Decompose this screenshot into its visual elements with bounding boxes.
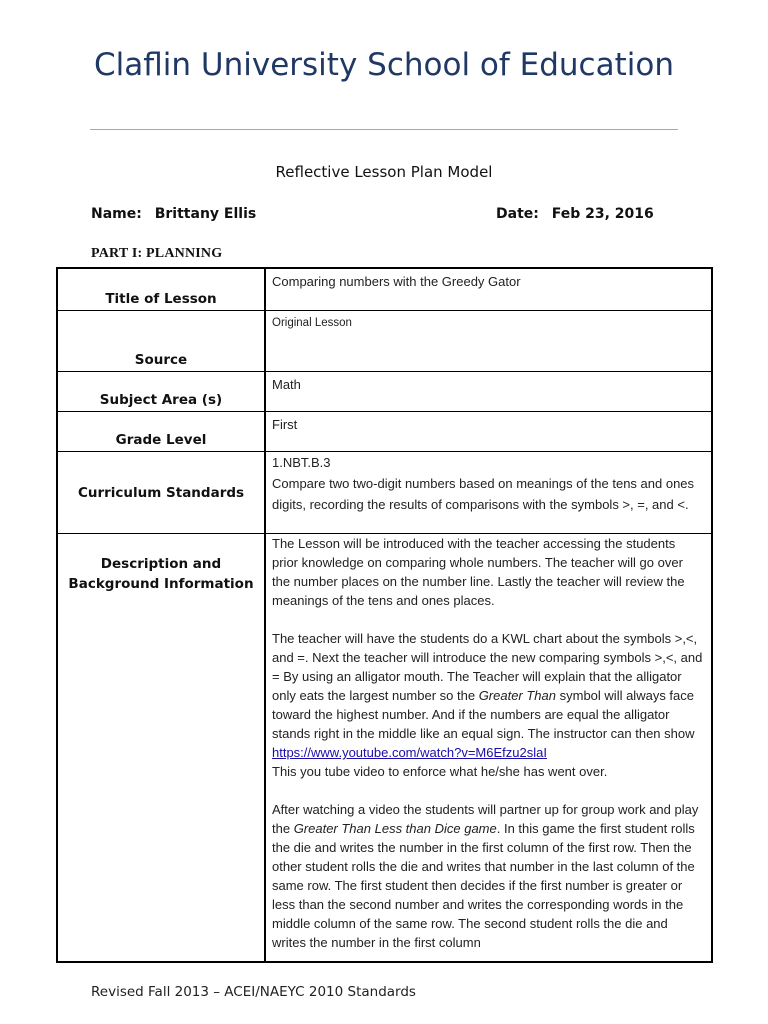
description-text: symbol will always face toward the highest number. And if the numbers are equal the alligator stands right in the middle like an equal sign. The instructor can then show [272, 688, 695, 741]
description-text: . In this game the first student rolls the die and writes the number in the first column of the first row. Then the other student rolls the die and writes that number in the last column of the same row. The first student then decides if the first number is greater or less than the second number and writes the corresponding words in the middle column of the same row. The second student rolls the die and writes the number in the first column [272, 821, 695, 950]
standards-value [266, 452, 711, 533]
description-label: Description and Background Information [58, 534, 266, 961]
description-emphasis: Greater Than Less than Dice game [293, 821, 497, 836]
subject-label: Subject Area (s) [58, 372, 266, 411]
grade-value: First [272, 417, 298, 432]
date-line [496, 206, 654, 222]
page-footer: Revised Fall 2013 – ACEI/NAEYC 2010 Standards [91, 984, 416, 1000]
title-label: Title of Lesson [58, 269, 266, 310]
youtube-link[interactable]: https://www.youtube.com/watch?v=M6Efzu2slaI [272, 745, 547, 760]
table-row-title [58, 269, 711, 311]
grade-label: Grade Level [58, 412, 266, 451]
document-subtitle: Reflective Lesson Plan Model [275, 163, 493, 181]
description-text: The teacher will have the students do a KWL chart about the symbols >,<, and =. Next the teacher will introduce the new comparing symbols >,<, and = By using an alligator mouth. The Teacher will explain that the alligator only eats the largest number so the [272, 631, 703, 703]
title-divider [90, 129, 678, 130]
description-value [266, 534, 711, 961]
source-label: Source [58, 311, 266, 371]
page-title: Claflin University School of Education [94, 47, 674, 83]
table-row-description [58, 534, 711, 961]
source-value: Original Lesson [272, 317, 352, 329]
title-value: Comparing numbers with the Greedy Gator [272, 274, 521, 289]
description-text: This you tube video to enforce what he/she has went over. [272, 764, 608, 779]
name-label: Name: [91, 206, 142, 222]
description-paragraph-3 [272, 800, 703, 952]
description-paragraph-1: The Lesson will be introduced with the teacher accessing the students prior knowledge on comparing whole numbers. The teacher will go over the number places on the number line. Lastly the teacher will review the meanings of the tens and ones places. [272, 536, 685, 608]
table-row-standards [58, 452, 711, 534]
table-row-subject [58, 372, 711, 412]
standards-label: Curriculum Standards [58, 452, 266, 533]
part-heading: PART I: PLANNING [91, 246, 223, 261]
standards-code: 1.NBT.B.3 [272, 455, 331, 470]
subject-value: Math [272, 377, 301, 392]
description-paragraph-2 [272, 629, 703, 781]
description-emphasis: Greater Than [478, 688, 557, 703]
standards-text: Compare two two-digit numbers based on meanings of the tens and ones digits, recording the results of comparisons with the symbols >, =, and <. [272, 476, 695, 512]
name-value: Brittany Ellis [154, 206, 257, 222]
lesson-plan-table [56, 267, 713, 963]
date-label: Date: [496, 206, 539, 222]
date-value: Feb 23, 2016 [551, 206, 654, 222]
description-text: After watching a video the students will partner up for group work and play the [272, 802, 699, 836]
table-row-grade [58, 412, 711, 452]
name-line [91, 206, 256, 222]
table-row-source [58, 311, 711, 372]
